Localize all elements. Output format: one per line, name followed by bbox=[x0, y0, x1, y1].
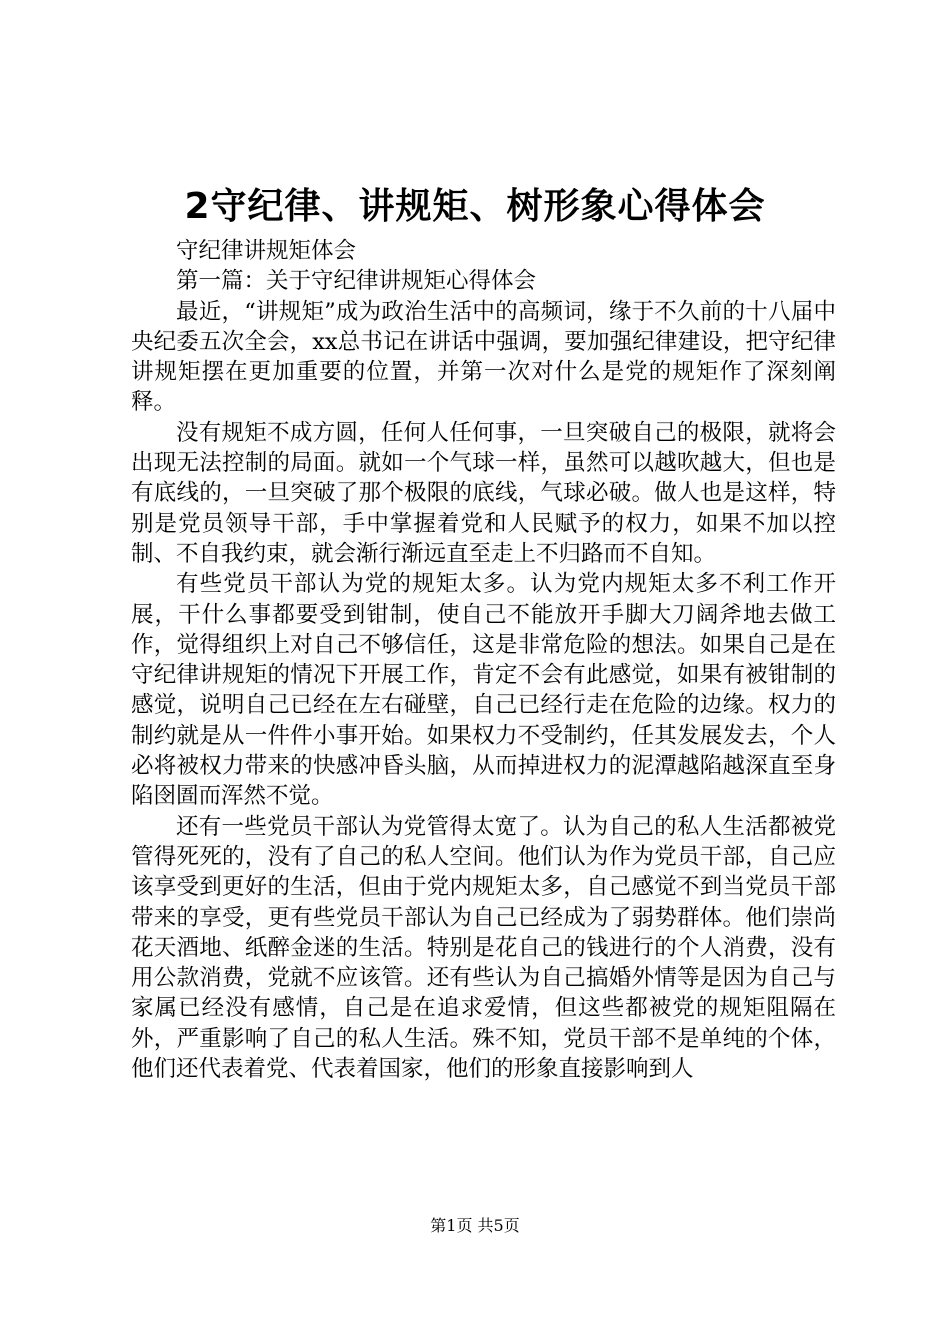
document-title: 2守纪律、讲规矩、树形象心得体会 bbox=[184, 186, 766, 227]
paragraph-section-heading: 第一篇：关于守纪律讲规矩心得体会 bbox=[176, 268, 537, 295]
page-footer: 第1页 共5页 bbox=[430, 1216, 520, 1235]
paragraph: 有些党员干部认为党的规矩太多。认为党内规矩太多不利工作开展，干什么事都要受到钳制，使自己不能放开手脚大刀阔斧地去做工作，觉得组织上对自己不够信任，这是非常危险的想法。如果自己是在守纪律讲规矩的情况下开展工作，肯定不会有此感觉，如果有被钳制的感觉，说明自己已经在左右碰壁，自己已经行走在危险的边缘。权力的制约就是从一件件小事开始。如果权力不受制约，任其发展发去，个人必将被权力带来的快感冲昏头脑，从而掉进权力的泥潭越陷越深直至身陷囹圄而浑然不觉。 bbox=[131, 571, 836, 810]
paragraph: 没有规矩不成方圆，任何人任何事，一旦突破自己的极限，就将会出现无法控制的局面。就如一个气球一样，虽然可以越吹越大，但也是有底线的，一旦突破了那个极限的底线，气球必破。做人也是这样，特别是党员领导干部，手中掌握着党和人民赋予的权力，如果不加以控制、不自我约束，就会渐行渐远直至走上不归路而不自知。 bbox=[131, 419, 836, 567]
paragraph: 最近，“讲规矩”成为政治生活中的高频词，缘于不久前的十八届中央纪委五次全会，xx总书记在讲话中强调，要加强纪律建设，把守纪律讲规矩摆在更加重要的位置，并第一次对什么是党的规矩作了深刻阐释。 bbox=[131, 298, 836, 416]
paragraph: 还有一些党员干部认为党管得太宽了。认为自己的私人生活都被党管得死死的，没有了自己的私人空间。他们认为作为党员干部，自己应该享受到更好的生活，但由于党内规矩太多，自己感觉不到当党员干部带来的享受，更有些党员干部认为自己已经成为了弱势群体。他们崇尚花天酒地、纸醉金迷的生活。特别是花自己的钱进行的个人消费，没有用公款消费，党就不应该管。还有些认为自己搞婚外情等是因为自己与家属已经没有感情，自己是在追求爱情，但这些都被党的规矩阻隔在外，严重影响了自己的私人生活。殊不知，党员干部不是单纯的个体，他们还代表着党、代表着国家，他们的形象直接影响到人 bbox=[131, 813, 836, 1083]
document-body bbox=[131, 236, 836, 1084]
paragraph-subtitle: 守纪律讲规矩体会 bbox=[176, 238, 357, 264]
